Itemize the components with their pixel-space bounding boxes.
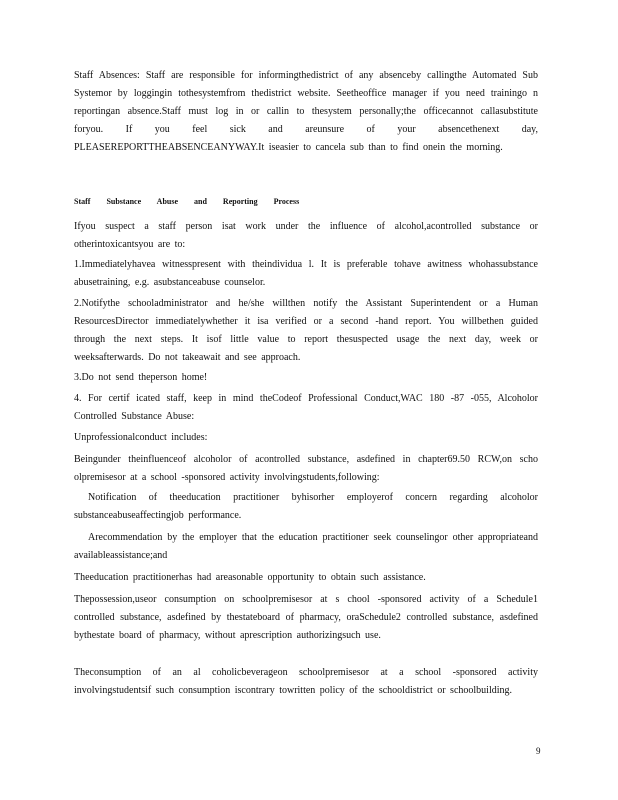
opportunity-paragraph: Theeducation practitionerhas had areasonable opportunity to obtain such assistance.	[74, 572, 426, 583]
consumption-paragraph: Theconsumption of an al coholicbeverageon schoolpremisesor at a school -sponsored activity involvingstudentsif such consumption iscontrary towritten policy of the schooldistrict or schoolbuilding.	[74, 667, 538, 696]
section-heading: Staff Substance Abuse and Reporting Process	[74, 197, 300, 206]
step-four-paragraph: 4. For certif icated staff, keep in mind theCodeof Professional Conduct,WAC 180 -87 -055, Alcoholor Controlled Substance Abuse:	[74, 393, 538, 422]
possession-paragraph: Thepossession,useor consumption on schoolpremisesor at s chool -sponsored activity of a Schedule1 controlled substance, asdefined by thestateboard of pharmacy, oraSchedule2 controlled substance, asdefined bythestate board of pharmacy, without aprescription authorizingsuch use.	[74, 594, 538, 641]
recommendation-paragraph: Arecommendation by the employer that the education practitioner seek counselingor other appropriateand availableassistance;and	[74, 532, 538, 561]
influence-paragraph: Beingunder theinfluenceof alcoholor of acontrolled substance, asdefined in chapter69.50 RCW,on scho olpremisesor at a school -sponsored activity involvingstudents,following:	[74, 454, 538, 483]
step-one-paragraph: 1.Immediatelyhavea witnesspresent with theindividua l. It is preferable tohave awitness whohassubstance abusetraining, e.g. asubstanceabuse counselor.	[74, 259, 538, 288]
notification-paragraph: Notification of theeducation practitioner byhisorher employerof concern regarding alcoholor substanceabuseaffectingjob performance.	[74, 492, 538, 521]
unprofessional-conduct-paragraph: Unprofessionalconduct includes:	[74, 432, 208, 443]
page-number: 9	[536, 746, 541, 756]
staff-absences-paragraph: Staff Absences: Staff are responsible for informingthedistrict of any absenceby callingthe Automated Sub Systemor by loggingin tothesystemfrom thedistrict website. Seetheoffice manager if you need trainingo n reportingan absence.Staff must log in or callin to thesystem personally;the officecannot callasubstitute foryou. If you feel sick and areunsure of your absencethenext day, PLEASEREPORTTHEABSENCEANYWAY.It iseasier to cancela sub than to find onein the morning.	[74, 70, 538, 153]
step-two-paragraph: 2.Notifythe schooladministrator and he/she willthen notify the Assistant Superintendent or a Human ResourcesDirector immediatelywhether it isa verified or a second -hand report. You willbethen guided through the next steps. It isof little value to report thesuspected usage the next day, week or weeksafterwards. Do not takeawait and see approach.	[74, 298, 538, 363]
suspicion-paragraph: Ifyou suspect a staff person isat work under the influence of alcohol,acontrolled substance or otherintoxicantsyou are to:	[74, 221, 538, 250]
step-three-paragraph: 3.Do not send theperson home!	[74, 372, 208, 383]
